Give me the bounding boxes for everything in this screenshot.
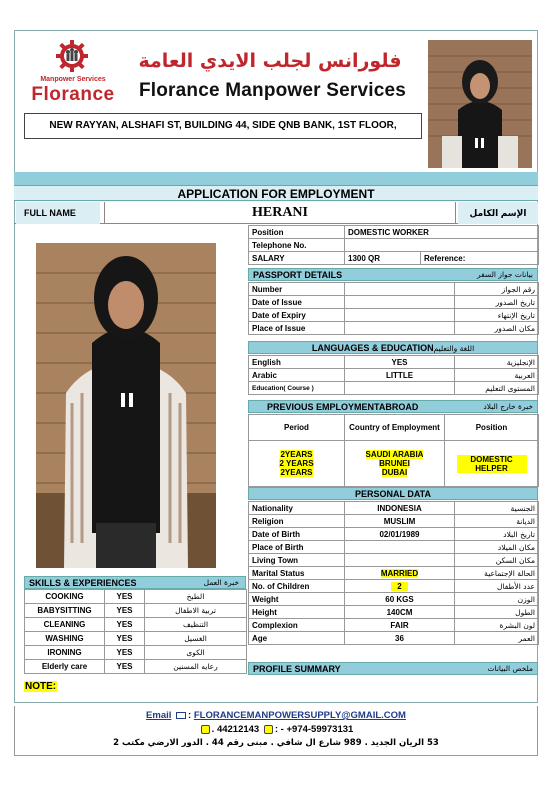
languages-section-header: [248, 341, 538, 354]
logo-name: Florance: [31, 84, 115, 105]
note-label: NOTE:: [25, 681, 57, 692]
salary-label: SALARY: [249, 252, 345, 265]
place-of-issue-value: [345, 322, 455, 335]
date-of-issue-label: Date of Issue: [249, 296, 345, 309]
dob-label: Date of Birth: [249, 528, 345, 541]
height-value: 140CM: [345, 606, 455, 619]
phone-icon: [201, 725, 210, 734]
full-name-label: FULL NAME: [16, 202, 100, 224]
skill-babysitting-label: BABYSITTING: [25, 604, 105, 618]
position-value: DOMESTIC WORKER: [345, 226, 539, 239]
skill-ironing-label: IRONING: [25, 646, 105, 660]
passport-number-value: [345, 283, 455, 296]
header-band: [14, 172, 538, 186]
skill-elderly-care-arabic: رعايه المسنين: [145, 660, 247, 674]
company-address: NEW RAYYAN, ALSHAFI ST, BUILDING 44, SIDE QNB BANK, 1ST FLOOR,: [24, 113, 422, 139]
period-cell: [249, 441, 345, 487]
education-value: [345, 382, 455, 395]
salary-value: 1300 QR: [345, 252, 421, 265]
gear-logo-icon: [54, 38, 90, 74]
place-of-birth-value: [345, 541, 455, 554]
phone-1: 44212143: [216, 724, 260, 735]
height-label-arabic: الطول: [455, 606, 539, 619]
living-town-label-arabic: مكان السكن: [455, 554, 539, 567]
weight-label: Weight: [249, 593, 345, 606]
footer-email-line: Email : FLORANCEMANPOWERSUPPLY@GMAIL.COM: [146, 710, 406, 721]
place-of-issue-label: Place of Issue: [249, 322, 345, 335]
skill-cooking-label: COOKING: [25, 590, 105, 604]
footer-phone-line: . 44212143 : - +974-59973131: [0, 724, 552, 735]
marital-status-value: MARRIED: [380, 568, 419, 578]
previous-employment-title-arabic: خبرة خارج البلاد: [483, 402, 533, 411]
skill-elderly-care-value: YES: [105, 660, 145, 674]
full-name-value: HERANI: [104, 202, 456, 224]
passport-section-header: [248, 268, 538, 281]
languages-title-arabic: اللغة والتعليم: [433, 344, 475, 353]
applicant-video-thumbnail-small[interactable]: [428, 40, 532, 168]
envelope-icon: [176, 712, 186, 719]
skill-ironing-value: YES: [105, 646, 145, 660]
religion-label: Religion: [249, 515, 345, 528]
previous-employment-section-header: [248, 400, 538, 413]
footer-address-arabic: 53 الريان الجديد . 989 شارع ال شافي . مبنى رقم 44 . الدور الارضي مكتب 2: [113, 738, 439, 748]
period-header: Period: [249, 415, 345, 441]
place-of-issue-label-arabic: مكان الصدور: [455, 322, 539, 335]
languages-table: [248, 355, 539, 395]
form-title: APPLICATION FOR EMPLOYMENT: [14, 185, 538, 201]
position-header: Position: [445, 415, 539, 441]
skill-cleaning-arabic: التنظيف: [145, 618, 247, 632]
living-town-value: [345, 554, 455, 567]
previous-position-value: DOMESTIC HELPER: [457, 455, 527, 473]
living-town-label: Living Town: [249, 554, 345, 567]
reference-label: Reference:: [421, 252, 539, 265]
period-2: 2 YEARS: [279, 459, 314, 468]
period-3: 2YEARS: [280, 468, 313, 477]
previous-employment-table: [248, 414, 539, 487]
period-1: 2YEARS: [280, 450, 313, 459]
logo-subtitle: Manpower Services: [40, 76, 106, 83]
skill-elderly-care-label: Elderly care: [25, 660, 105, 674]
personal-data-table: [248, 501, 539, 645]
country-1: SAUDI ARABIA: [365, 450, 424, 459]
dob-value: 02/01/1989: [345, 528, 455, 541]
profile-summary-header: [248, 662, 538, 675]
personal-data-title: PERSONAL DATA: [354, 489, 431, 499]
mobile-icon: [264, 725, 273, 734]
passport-title: PASSPORT DETAILS: [253, 270, 343, 280]
skill-washing-arabic: الغسيل: [145, 632, 247, 646]
skills-section-header: [24, 576, 246, 589]
skill-cooking-value: YES: [105, 590, 145, 604]
complexion-label: Complexion: [249, 619, 345, 632]
previous-position-cell: [445, 441, 539, 487]
passport-table: [248, 282, 539, 335]
marital-status-cell: [345, 567, 455, 580]
full-name-row: [14, 202, 538, 224]
place-of-birth-label: Place of Birth: [249, 541, 345, 554]
skill-cleaning-label: CLEANING: [25, 618, 105, 632]
skill-babysitting-value: YES: [105, 604, 145, 618]
passport-number-label: Number: [249, 283, 345, 296]
languages-title: [249, 343, 537, 353]
education-label-arabic: المستوى التعليم: [455, 382, 539, 395]
education-label: Education( Course ): [249, 382, 345, 395]
skills-title: SKILLS & EXPERIENCES: [29, 578, 137, 588]
weight-value: 60 KGS: [345, 593, 455, 606]
arabic-label: Arabic: [249, 369, 345, 382]
skill-washing-label: WASHING: [25, 632, 105, 646]
nationality-label-arabic: الجنسية: [455, 502, 539, 515]
age-label-arabic: العمر: [455, 632, 539, 645]
religion-value: MUSLIM: [345, 515, 455, 528]
children-value: 2: [391, 582, 407, 591]
nationality-value: INDONESIA: [345, 502, 455, 515]
skills-table: [24, 589, 247, 674]
arabic-label-arabic: العربية: [455, 369, 539, 382]
company-title-english: Florance Manpower Services: [138, 80, 407, 101]
personal-data-section-header: [248, 487, 538, 500]
languages-title-en: LANGUAGES & EDUCATION: [311, 343, 434, 353]
job-details-table: [248, 225, 539, 265]
complexion-label-arabic: لون البشرة: [455, 619, 539, 632]
date-of-expiry-label: Date of Expiry: [249, 309, 345, 322]
english-label: English: [249, 356, 345, 369]
height-label: Height: [249, 606, 345, 619]
skill-washing-value: YES: [105, 632, 145, 646]
date-of-issue-label-arabic: تاريخ الصدور: [455, 296, 539, 309]
country-cell: [345, 441, 445, 487]
children-cell: [345, 580, 455, 593]
english-value: YES: [345, 356, 455, 369]
skill-ironing-arabic: الكوى: [145, 646, 247, 660]
telephone-value: [345, 239, 539, 252]
date-of-expiry-value: [345, 309, 455, 322]
passport-number-label-arabic: رقم الجواز: [455, 283, 539, 296]
age-value: 36: [345, 632, 455, 645]
company-title-arabic: فلورانس لجلب الايدي العامة: [138, 50, 402, 72]
skill-babysitting-arabic: تربية الاطفال: [145, 604, 247, 618]
dob-label-arabic: تاريخ البلاد: [455, 528, 539, 541]
skill-cleaning-value: YES: [105, 618, 145, 632]
country-2: BRUNEI: [379, 459, 410, 468]
complexion-value: FAIR: [345, 619, 455, 632]
nationality-label: Nationality: [249, 502, 345, 515]
applicant-video-thumbnail[interactable]: [36, 243, 216, 568]
profile-summary-title-arabic: ملخص البيانات: [487, 664, 533, 673]
country-3: DUBAI: [381, 468, 408, 477]
skills-title-arabic: خبرة العمل: [203, 578, 239, 587]
marital-status-label: Marital Status: [249, 567, 345, 580]
email-value[interactable]: FLORANCEMANPOWERSUPPLY@GMAIL.COM: [193, 710, 406, 721]
weight-label-arabic: الوزن: [455, 593, 539, 606]
country-header: Country of Employment: [345, 415, 445, 441]
skill-cooking-arabic: الطبخ: [145, 590, 247, 604]
date-of-issue-value: [345, 296, 455, 309]
phone-2: +974-59973131: [286, 724, 354, 735]
children-label: No. of Children: [249, 580, 345, 593]
full-name-label-arabic: الإسم الكامل: [458, 202, 538, 224]
children-label-arabic: عدد الأطفال: [455, 580, 539, 593]
company-logo: [24, 38, 116, 112]
telephone-label: Telephone No.: [249, 239, 345, 252]
arabic-value: LITTLE: [345, 369, 455, 382]
religion-label-arabic: الديانة: [455, 515, 539, 528]
passport-title-arabic: بيانات جواز السفر: [476, 270, 533, 279]
english-label-arabic: الإنجليزية: [455, 356, 539, 369]
date-of-expiry-label-arabic: تاريخ الإنتهاء: [455, 309, 539, 322]
previous-employment-title: PREVIOUS EMPLOYMENTABROAD: [267, 402, 419, 412]
marital-status-label-arabic: الحالة الإجتماعية: [455, 567, 539, 580]
profile-summary-title: PROFILE SUMMARY: [253, 664, 341, 674]
place-of-birth-label-arabic: مكان الميلاد: [455, 541, 539, 554]
position-label: Position: [249, 226, 345, 239]
email-label: Email: [146, 710, 172, 721]
age-label: Age: [249, 632, 345, 645]
